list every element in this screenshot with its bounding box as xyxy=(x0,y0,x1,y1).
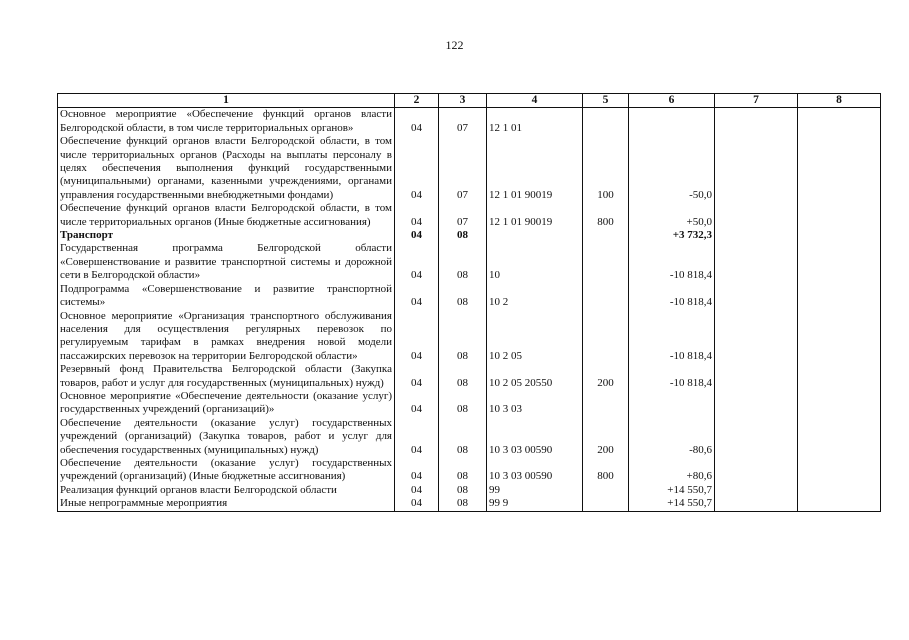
subsection-code-cell: 08 xyxy=(439,229,487,242)
target-article-cell: 12 1 01 xyxy=(487,108,583,135)
subsection-code-cell: 08 xyxy=(439,497,487,511)
column-8-cell xyxy=(798,363,881,390)
target-article-cell: 10 3 03 xyxy=(487,390,583,417)
expense-type-cell xyxy=(583,108,629,135)
subsection-code-cell: 08 xyxy=(439,310,487,364)
column-8-cell xyxy=(798,202,881,229)
target-article-cell: 10 xyxy=(487,242,583,282)
subsection-code-cell: 08 xyxy=(439,484,487,497)
amount-cell: +14 550,7 xyxy=(629,497,715,511)
expense-type-cell: 200 xyxy=(583,417,629,457)
section-code-cell: 04 xyxy=(395,202,439,229)
table-row xyxy=(58,310,881,364)
row-name-cell: Реализация функций органов власти Белгородской области xyxy=(58,484,395,497)
target-article-cell: 10 2 xyxy=(487,283,583,310)
column-8-cell xyxy=(798,457,881,484)
expense-type-cell xyxy=(583,497,629,511)
expense-type-cell xyxy=(583,242,629,282)
amount-cell: +50,0 xyxy=(629,202,715,229)
column-header: 1 xyxy=(58,94,395,108)
subsection-code-cell: 07 xyxy=(439,108,487,135)
amount-cell: +80,6 xyxy=(629,457,715,484)
expense-type-cell: 800 xyxy=(583,457,629,484)
row-name-cell: Иные непрограммные мероприятия xyxy=(58,497,395,511)
target-article-cell: 10 3 03 00590 xyxy=(487,417,583,457)
target-article-cell: 10 2 05 xyxy=(487,310,583,364)
column-8-cell xyxy=(798,229,881,242)
table-row xyxy=(58,242,881,282)
column-header: 8 xyxy=(798,94,881,108)
amount-cell: +14 550,7 xyxy=(629,484,715,497)
column-8-cell xyxy=(798,484,881,497)
row-name-cell: Подпрограмма «Совершенствование и развитие транспортной системы» xyxy=(58,283,395,310)
column-8-cell xyxy=(798,497,881,511)
section-code-cell: 04 xyxy=(395,108,439,135)
column-header: 3 xyxy=(439,94,487,108)
expense-type-cell: 800 xyxy=(583,202,629,229)
expense-type-cell xyxy=(583,390,629,417)
row-name-cell: Государственная программа Белгородской области «Совершенствование и развитие транспортной системы и дорожной сети в Белгородской области» xyxy=(58,242,395,282)
section-code-cell: 04 xyxy=(395,484,439,497)
section-code-cell: 04 xyxy=(395,417,439,457)
row-name-cell: Обеспечение деятельности (оказание услуг) государственных учреждений (организаций) (Иные бюджетные ассигнования) xyxy=(58,457,395,484)
table-row xyxy=(58,497,881,511)
subsection-code-cell: 07 xyxy=(439,202,487,229)
page-number: 122 xyxy=(445,38,464,52)
column-7-cell xyxy=(715,457,798,484)
budget-table xyxy=(57,93,881,512)
column-header: 2 xyxy=(395,94,439,108)
section-code-cell: 04 xyxy=(395,457,439,484)
row-name-cell: Обеспечение функций органов власти Белгородской области, в том числе территориальных органов (Расходы на выплаты персоналу в целях обеспечения выполнения функций государственными (муниципальными) органами, казенными учреждениями, органами управления государственными внебюджетными фондами) xyxy=(58,135,395,202)
section-code-cell: 04 xyxy=(395,363,439,390)
subsection-code-cell: 08 xyxy=(439,417,487,457)
table-row xyxy=(58,202,881,229)
table-row xyxy=(58,363,881,390)
column-8-cell xyxy=(798,242,881,282)
section-code-cell: 04 xyxy=(395,283,439,310)
amount-cell: -10 818,4 xyxy=(629,363,715,390)
amount-cell: +3 732,3 xyxy=(629,229,715,242)
table-body xyxy=(58,108,881,511)
row-name-cell: Обеспечение функций органов власти Белгородской области, в том числе территориальных органов (Иные бюджетные ассигнования) xyxy=(58,202,395,229)
amount-cell xyxy=(629,390,715,417)
subsection-code-cell: 08 xyxy=(439,363,487,390)
column-8-cell xyxy=(798,417,881,457)
table-row xyxy=(58,135,881,202)
column-7-cell xyxy=(715,484,798,497)
subsection-code-cell: 07 xyxy=(439,135,487,202)
column-header: 5 xyxy=(583,94,629,108)
section-code-cell: 04 xyxy=(395,229,439,242)
section-code-cell: 04 xyxy=(395,310,439,364)
subsection-code-cell: 08 xyxy=(439,242,487,282)
column-7-cell xyxy=(715,229,798,242)
column-7-cell xyxy=(715,497,798,511)
expense-type-cell: 100 xyxy=(583,135,629,202)
column-8-cell xyxy=(798,108,881,135)
column-8-cell xyxy=(798,283,881,310)
column-7-cell xyxy=(715,417,798,457)
amount-cell: -50,0 xyxy=(629,135,715,202)
target-article-cell: 10 2 05 20550 xyxy=(487,363,583,390)
table-row xyxy=(58,417,881,457)
column-8-cell xyxy=(798,135,881,202)
expense-type-cell: 200 xyxy=(583,363,629,390)
row-name-cell: Резервный фонд Правительства Белгородской области (Закупка товаров, работ и услуг для государственных (муниципальных) нужд) xyxy=(58,363,395,390)
table-row xyxy=(58,457,881,484)
target-article-cell: 99 9 xyxy=(487,497,583,511)
subsection-code-cell: 08 xyxy=(439,390,487,417)
column-header: 6 xyxy=(629,94,715,108)
amount-cell: -10 818,4 xyxy=(629,283,715,310)
row-name-cell: Основное мероприятие «Обеспечение деятельности (оказание услуг) государственных учреждений (организаций)» xyxy=(58,390,395,417)
target-article-cell: 12 1 01 90019 xyxy=(487,135,583,202)
row-name-cell: Основное мероприятие «Обеспечение функций органов власти Белгородской области, в том числе территориальных органов» xyxy=(58,108,395,135)
row-name-cell: Обеспечение деятельности (оказание услуг) государственных учреждений (организаций) (Закупка товаров, работ и услуг для обеспечения государственных (муниципальных) нужд) xyxy=(58,417,395,457)
expense-type-cell xyxy=(583,283,629,310)
expense-type-cell xyxy=(583,310,629,364)
subsection-code-cell: 08 xyxy=(439,457,487,484)
section-code-cell: 04 xyxy=(395,390,439,417)
column-7-cell xyxy=(715,390,798,417)
subsection-code-cell: 08 xyxy=(439,283,487,310)
expense-type-cell xyxy=(583,484,629,497)
column-7-cell xyxy=(715,135,798,202)
table-row xyxy=(58,390,881,417)
column-7-cell xyxy=(715,310,798,364)
table-row xyxy=(58,484,881,497)
expense-type-cell xyxy=(583,229,629,242)
column-7-cell xyxy=(715,242,798,282)
column-7-cell xyxy=(715,108,798,135)
column-header: 4 xyxy=(487,94,583,108)
amount-cell: -10 818,4 xyxy=(629,310,715,364)
column-8-cell xyxy=(798,390,881,417)
row-name-cell: Транспорт xyxy=(58,229,395,242)
column-7-cell xyxy=(715,283,798,310)
row-name-cell: Основное мероприятие «Организация транспортного обслуживания населения для осуществления регулярных перевозок по регулируемым тарифам в рамках внедрения новой модели пассажирских перевозок на территории Белгородской области» xyxy=(58,310,395,364)
target-article-cell: 99 xyxy=(487,484,583,497)
column-7-cell xyxy=(715,363,798,390)
target-article-cell xyxy=(487,229,583,242)
amount-cell: -10 818,4 xyxy=(629,242,715,282)
column-8-cell xyxy=(798,310,881,364)
column-header: 7 xyxy=(715,94,798,108)
table-header-row xyxy=(58,94,881,108)
target-article-cell: 12 1 01 90019 xyxy=(487,202,583,229)
amount-cell xyxy=(629,108,715,135)
table-row xyxy=(58,108,881,135)
column-7-cell xyxy=(715,202,798,229)
target-article-cell: 10 3 03 00590 xyxy=(487,457,583,484)
table-row xyxy=(58,229,881,242)
section-code-cell: 04 xyxy=(395,497,439,511)
section-code-cell: 04 xyxy=(395,135,439,202)
amount-cell: -80,6 xyxy=(629,417,715,457)
section-code-cell: 04 xyxy=(395,242,439,282)
table-row xyxy=(58,283,881,310)
